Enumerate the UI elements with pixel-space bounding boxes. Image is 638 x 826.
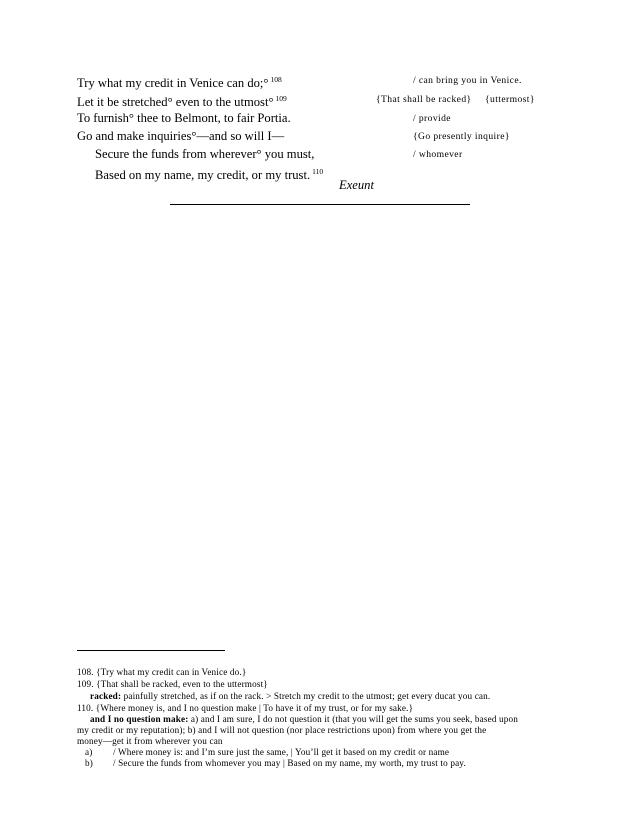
- verse-line-2: [77, 91, 287, 110]
- verse-text: Try what my credit in Venice can do;°: [77, 76, 269, 90]
- verse-line-3: [77, 110, 291, 126]
- footnote-110-continued: money—get it from wherever you can: [77, 736, 223, 746]
- gloss-definition: painfully stretched, as if on the rack. > Stretch my credit to the utmost; get every ducat you can.: [121, 691, 491, 701]
- scene-end-rule: [170, 204, 470, 205]
- gloss-line-2a: {That shall be racked}: [376, 94, 472, 105]
- verse-line-5: [95, 146, 314, 162]
- footnote-109: 109. {That shall be racked, even to the uttermost}: [77, 679, 268, 689]
- verse-line-4: [77, 128, 284, 144]
- option-text: / Where money is: and I’m sure just the same, | You’ll get it based on my credit or name: [113, 747, 450, 757]
- stage-direction: Exeunt: [339, 178, 374, 192]
- verse-text: Let it be stretched° even to the utmost°: [77, 95, 274, 109]
- verse-text: Go and make inquiries°—and so will I—: [77, 129, 285, 143]
- footnote-ref-110[interactable]: 110: [312, 167, 324, 176]
- gloss-line-2b: {uttermost}: [485, 94, 535, 105]
- gloss-line-4: {Go presently inquire}: [413, 131, 510, 142]
- verse-text: To furnish° thee to Belmont, to fair Portia.: [77, 111, 291, 125]
- footnote-ref-109[interactable]: 109: [275, 94, 287, 103]
- footnote-separator: [77, 650, 225, 651]
- option-label: b): [85, 758, 93, 768]
- footnote-110-continued: my credit or my reputation); b) and I will not question (nor place restrictions upon) from where you get the: [77, 725, 487, 735]
- option-label: a): [85, 747, 93, 757]
- footnote-ref-108[interactable]: 108: [270, 75, 282, 84]
- gloss-line-1: / can bring you in Venice.: [413, 75, 522, 86]
- footnote-109-gloss: [90, 690, 490, 702]
- verse-text: Based on my name, my credit, or my trust.: [95, 168, 311, 182]
- gloss-definition: a) and I am sure, I do not question it (that you will get the sums you seek, based upon: [188, 714, 519, 724]
- gloss-line-3: / provide: [413, 113, 451, 124]
- footnote-110: 110. {Where money is, and I no question make | To have it of my trust, or for my sake.}: [77, 703, 414, 713]
- footnote-110-option-b: [85, 757, 466, 769]
- verse-line-1: [77, 72, 282, 91]
- footnote-108: 108. {Try what my credit can in Venice do.}: [77, 667, 247, 677]
- verse-text: Secure the funds from wherever° you must,: [95, 147, 315, 161]
- gloss-term: and I no question make:: [90, 714, 189, 724]
- option-text: / Secure the funds from whomever you may | Based on my name, my worth, my trust to pay.: [113, 758, 466, 768]
- verse-line-6: [95, 164, 323, 183]
- gloss-term: racked:: [90, 691, 122, 701]
- gloss-line-5: / whomever: [413, 149, 463, 160]
